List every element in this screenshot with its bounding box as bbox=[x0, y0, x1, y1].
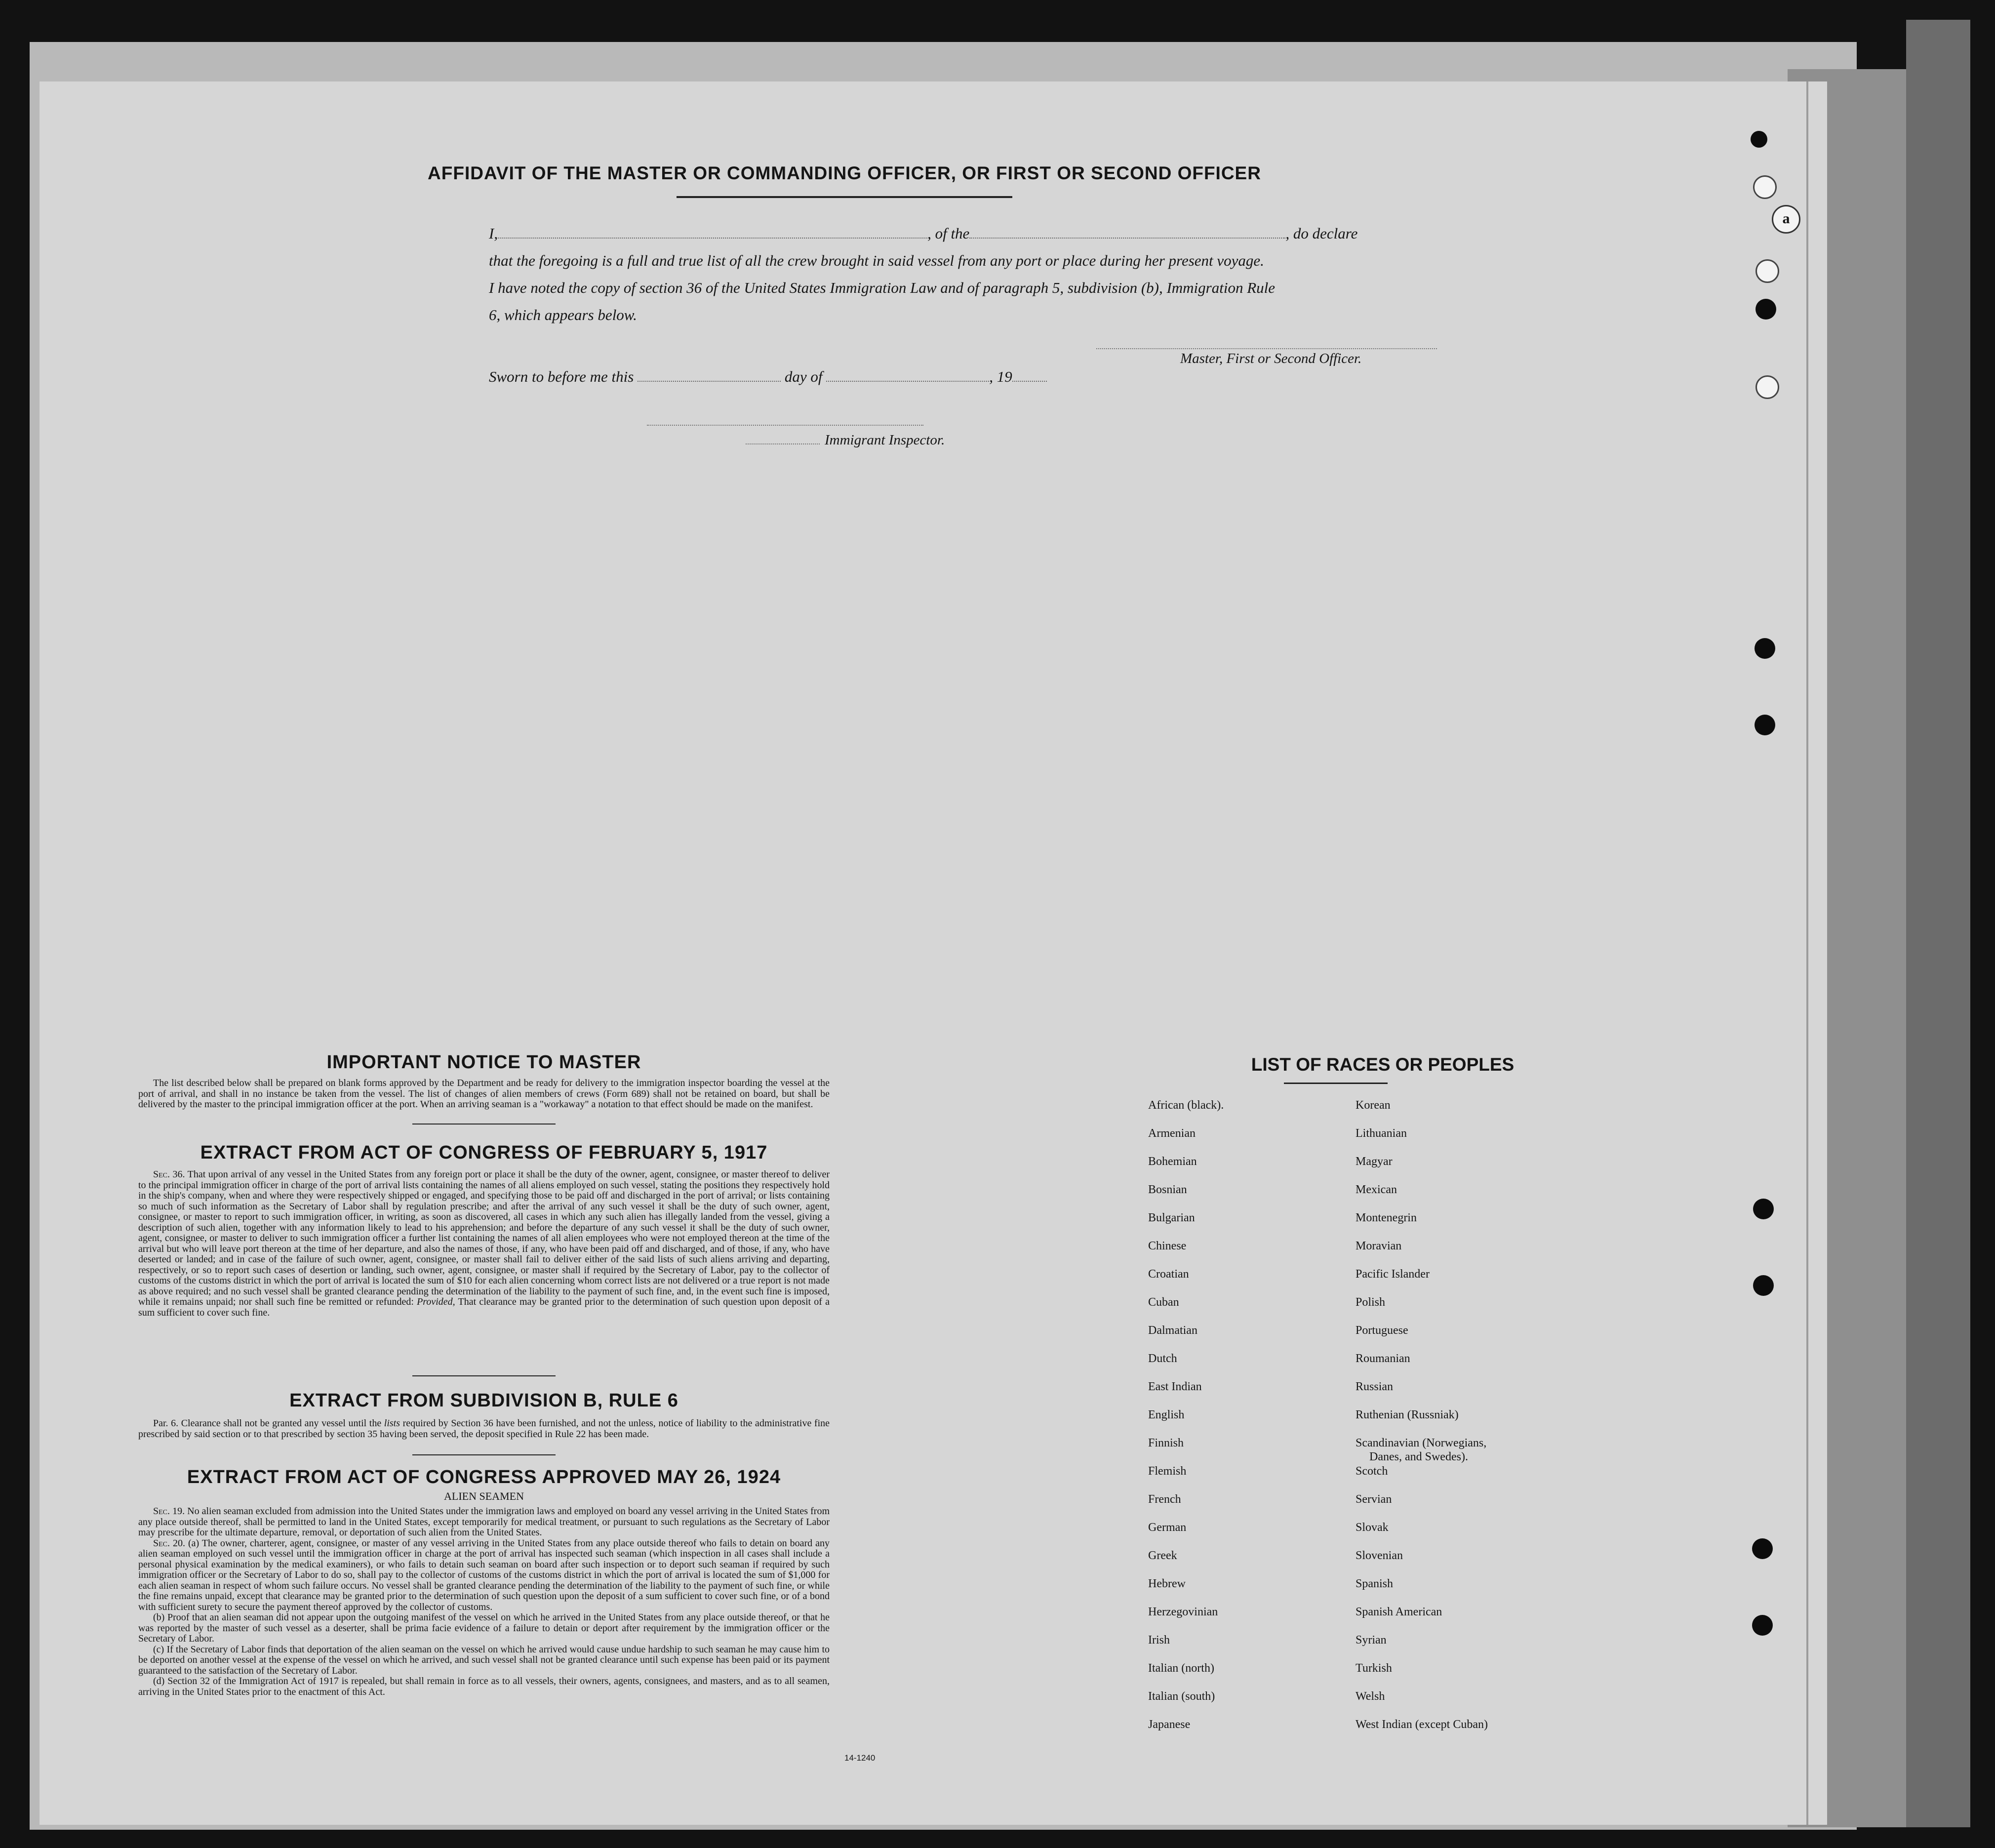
sec20b-text: (b) Proof that an alien seaman did not appear upon the outgoing manifest of the vessel on which he arrived in the United States from any place outside thereof, or that he was reported by the master of such vessel as a deserter, shall be prima facie evidence of a failure to detain or deport after requirement by the immigration officer or the Secretary of Labor. bbox=[138, 1612, 830, 1644]
affidavit-title: AFFIDAVIT OF THE MASTER OR COMMANDING OFFICER, OR FIRST OR SECOND OFFICER bbox=[428, 163, 1261, 183]
affidavit-text-line: that the foregoing is a full and true list of all the crew brought in said vessel from any port or place during her present voyage. bbox=[489, 252, 1264, 269]
affidavit-of-the: , of the bbox=[927, 225, 970, 242]
race-item: Spanish American bbox=[1356, 1606, 1442, 1618]
race-item: Japanese bbox=[1148, 1718, 1191, 1731]
sec19-text: No alien seaman excluded from admission into the United States under the immigration laws and employed on board any vessel arriving in the United States from any place outside thereof, shall be permitted to land in the United States, except temporarily for medical treatment, or pursuant to such regulations as the Secretary of Labor may prescribe for the ultimate departure, removal, or deportation of such alien from the United States. bbox=[138, 1506, 830, 1538]
race-item: Korean bbox=[1356, 1099, 1391, 1112]
race-item: Danes, and Swedes). bbox=[1369, 1450, 1468, 1463]
affidavit-text-line: I have noted the copy of section 36 of the United States Immigration Law and of paragraph 5, subdivision (b), Immigration Rule bbox=[489, 279, 1276, 296]
race-item: Finnish bbox=[1148, 1437, 1184, 1449]
race-item: Russian bbox=[1356, 1380, 1394, 1393]
race-item: Ruthenian (Russniak) bbox=[1356, 1408, 1459, 1421]
race-item: Polish bbox=[1356, 1296, 1386, 1309]
punch-hole bbox=[1753, 1275, 1774, 1296]
extract-1917-body bbox=[138, 1169, 830, 1318]
inspector-dot-lead bbox=[746, 443, 820, 444]
affidavit-declaration-line bbox=[489, 225, 1357, 242]
punch-hole bbox=[1756, 299, 1776, 320]
notice-title: IMPORTANT NOTICE TO MASTER bbox=[326, 1052, 641, 1073]
race-item: Slovak bbox=[1356, 1521, 1389, 1534]
race-item: Turkish bbox=[1356, 1662, 1392, 1675]
sec20a-text: (a) The owner, charterer, agent, consignee, or master of any vessel arriving in the United States from any place outside thereof who fails to detain on board any alien seaman employed on such vessel until the immigration officer in charge at the port of arrival has inspected such seaman (which inspection in all cases shall include a personal physical examination by the medical examiners), or who fails to detain such seaman on board after such inspection or to deport such seaman if required by such immigration officer or the Secretary of Labor to do so, shall pay to the collector of customs of the customs district in which the port of arrival is located the sum of $1,000 for each alien seaman in respect of whom such failure occurs. No vessel shall be granted clearance pending the determination of the liability to the payment of such fine, or while the fine remains unpaid, except that clearance may be granted prior to the determination of such question upon the deposit of a sum sufficient to cover such fine, or of a bond with sufficient surety to secure the payment thereof approved by the collector of customs. bbox=[138, 1537, 830, 1612]
race-item: English bbox=[1148, 1408, 1185, 1421]
race-item: German bbox=[1148, 1521, 1187, 1534]
affidavit-declare: , do declare bbox=[1285, 225, 1358, 242]
affidavit-i: I, bbox=[489, 225, 498, 242]
punch-hole bbox=[1752, 1615, 1773, 1636]
extract-1924-body bbox=[138, 1506, 830, 1697]
sworn-text: Sworn to before me this bbox=[489, 368, 634, 385]
section-text-end: That clearance may be granted prior to the determination of such question upon deposit of a sum sufficient to cover such fine. bbox=[138, 1296, 830, 1318]
punch-hole bbox=[1755, 638, 1775, 659]
race-item: Slovenian bbox=[1356, 1549, 1403, 1562]
day-of-text: day of bbox=[784, 368, 823, 385]
punch-hole bbox=[1753, 1199, 1774, 1219]
name-blank bbox=[498, 238, 927, 239]
race-item: East Indian bbox=[1148, 1380, 1202, 1393]
race-item: Italian (south) bbox=[1148, 1690, 1215, 1703]
race-item: Chinese bbox=[1148, 1240, 1187, 1252]
affidavit-text-line: 6, which appears below. bbox=[489, 306, 637, 323]
inspector-signature-line bbox=[647, 425, 923, 426]
rule6-text-end: required by Section 36 have been furnished, and not the unless, notice of liability to the administrative fine prescribed by said section or to that prescribed by section 35 having been served, the deposit specified in Rule 22 has been made. bbox=[138, 1418, 830, 1440]
sworn-line bbox=[489, 368, 1047, 386]
race-item: Welsh bbox=[1356, 1690, 1385, 1703]
race-item: Moravian bbox=[1356, 1240, 1402, 1252]
race-item: Scandinavian (Norwegians, bbox=[1356, 1437, 1487, 1449]
binder-edge bbox=[1906, 20, 1970, 1827]
race-item: Herzegovinian bbox=[1148, 1606, 1218, 1618]
year-text: , 19 bbox=[989, 368, 1012, 385]
race-item: Servian bbox=[1356, 1493, 1392, 1506]
race-item: Portuguese bbox=[1356, 1324, 1408, 1337]
month-blank bbox=[826, 381, 989, 382]
lists-word: lists bbox=[384, 1418, 400, 1429]
sec19-label: Sec. 19. bbox=[153, 1506, 185, 1517]
races-title: LIST OF RACES OR PEOPLES bbox=[1251, 1054, 1515, 1075]
divider bbox=[412, 1124, 556, 1125]
form-number: 14-1240 bbox=[844, 1753, 876, 1763]
punch-hole bbox=[1751, 131, 1767, 148]
race-item: Bosnian bbox=[1148, 1183, 1187, 1196]
divider bbox=[412, 1375, 556, 1376]
year-blank bbox=[1012, 381, 1047, 382]
section-label: Sec. 36. bbox=[153, 1169, 185, 1180]
punch-hole bbox=[1755, 715, 1775, 735]
inspector-label: Immigrant Inspector. bbox=[825, 432, 945, 448]
race-item: Lithuanian bbox=[1356, 1127, 1407, 1140]
race-item: Greek bbox=[1148, 1549, 1177, 1562]
vessel-blank bbox=[969, 238, 1285, 239]
sec20-label: Sec. 20. bbox=[153, 1537, 185, 1549]
notice-body bbox=[138, 1078, 830, 1110]
extract-rule6-title: EXTRACT FROM SUBDIVISION B, RULE 6 bbox=[289, 1390, 678, 1411]
extract-rule6-body bbox=[138, 1418, 830, 1440]
race-item: Croatian bbox=[1148, 1268, 1189, 1281]
race-item: Dutch bbox=[1148, 1352, 1177, 1365]
race-item: Flemish bbox=[1148, 1465, 1187, 1478]
race-item: Pacific Islander bbox=[1356, 1268, 1430, 1281]
race-item: French bbox=[1148, 1493, 1181, 1506]
extract-1924-title: EXTRACT FROM ACT OF CONGRESS APPROVED MAY 26, 1924 bbox=[187, 1467, 781, 1487]
title-underline bbox=[677, 196, 1012, 198]
section-text: That upon arrival of any vessel in the United States from any foreign port or place it shall be the duty of the owner, agent, consignee, or master thereof to deliver to the principal immigration officer in charge of the port of arrival lists containing the names of all aliens employed on such vessel, stating the positions they respectively hold in the ship's company, when and where they were respectively shipped or engaged, and specifying those to be paid off and discharged in the port of arrival; or lists containing so much of such information as the Secretary of Labor shall by regulation prescribe; and after the arrival of any such vessel it shall be the duty of such owner, agent, consignee, or master to report to such immigration officer, in writing, as soon as discovered, all cases in which any such alien has illegally landed from the vessel, giving a description of such alien, together with any information likely to lead to his apprehension; and before the departure of any such vessel it shall be the duty of such owner, agent, consignee, or master to deliver to such immigration officer a further list containing the names of all alien employees who were not employed thereon at the time of the arrival but who will leave port thereon at the time of her departure, and also the names of those, if any, who have been paid off and discharged, and of those, if any, who have deserted or landed; and in case of the failure of such owner, agent, consignee, or master shall fail to deliver either of the said lists of such aliens arriving and departing, respectively, or so to report such cases of desertion or landing, such owner, agent, consignee, or master shall if required by the Secretary of Labor, pay to the collector of customs of the customs district in which the port of arrival is located the sum of $10 for each alien concerning whom correct lists are not delivered or a true report is not made as above required; and no such vessel shall be granted clearance pending the determination of the liability to the payment of such fine, and, in the event such fine is imposed, while it remains unpaid; nor shall such fine be remitted or refunded: bbox=[138, 1169, 830, 1307]
race-item: Montenegrin bbox=[1356, 1211, 1417, 1224]
race-item: Bohemian bbox=[1148, 1155, 1197, 1168]
master-signature-line bbox=[1096, 348, 1437, 349]
race-item: Scotch bbox=[1356, 1465, 1388, 1478]
race-item: African (black). bbox=[1148, 1099, 1224, 1112]
punch-hole bbox=[1753, 175, 1777, 199]
sec20d-text: (d) Section 32 of the Immigration Act of 1917 is repealed, but shall remain in force as to all vessels, their owners, agents, consignees, and masters, and as to all seamen, arriving in the United States prior to the enactment of this Act. bbox=[138, 1676, 830, 1697]
race-item: Spanish bbox=[1356, 1577, 1394, 1590]
race-item: Italian (north) bbox=[1148, 1662, 1214, 1675]
master-signature-label: Master, First or Second Officer. bbox=[1180, 351, 1362, 366]
divider bbox=[412, 1454, 556, 1455]
race-item: Cuban bbox=[1148, 1296, 1179, 1309]
extract-1917-title: EXTRACT FROM ACT OF CONGRESS OF FEBRUARY 5, 1917 bbox=[200, 1142, 768, 1163]
notice-text: The list described below shall be prepared on blank forms approved by the Department and be ready for delivery to the immigration inspector boarding the vessel at the port of arrival, and shall in no instance be taken from the vessel. The list of changes of alien members of crews (Form 689) shall not be retained on board, but shall be delivered by the master to the principal immigration officer at the port. When an arriving seaman is a "workaway" a notation to that effect should be made on the manifest. bbox=[138, 1078, 830, 1110]
race-item: West Indian (except Cuban) bbox=[1356, 1718, 1488, 1731]
race-item: Magyar bbox=[1356, 1155, 1393, 1168]
sworn-day-blank bbox=[638, 381, 781, 382]
punch-hole bbox=[1756, 375, 1779, 399]
race-item: Syrian bbox=[1356, 1634, 1387, 1647]
race-item: Irish bbox=[1148, 1634, 1170, 1647]
extract-1924-subtitle: ALIEN SEAMEN bbox=[444, 1490, 524, 1502]
punch-hole bbox=[1752, 1538, 1773, 1559]
manifest-page bbox=[40, 81, 1827, 1825]
punch-hole bbox=[1756, 259, 1779, 283]
races-title-underline bbox=[1284, 1083, 1388, 1084]
race-item: Hebrew bbox=[1148, 1577, 1186, 1590]
race-item: Dalmatian bbox=[1148, 1324, 1197, 1337]
race-item: Bulgarian bbox=[1148, 1211, 1195, 1224]
race-item: Roumanian bbox=[1356, 1352, 1410, 1365]
provided-word: Provided, bbox=[417, 1296, 455, 1307]
index-tab-marker: a bbox=[1772, 205, 1800, 234]
race-item: Mexican bbox=[1356, 1183, 1397, 1196]
margin-line bbox=[1806, 81, 1808, 1825]
sec20c-text: (c) If the Secretary of Labor finds that deportation of the alien seaman on the vessel on which he arrived would cause undue hardship to such seaman he may cause him to be deported on another vessel at the expense of the vessel on which he arrived, and such vessel shall not be granted clearance until such expense has been paid or its payment guaranteed to the satisfaction of the Secretary of Labor. bbox=[138, 1644, 830, 1676]
rule6-text: Par. 6. Clearance shall not be granted any vessel until the bbox=[153, 1418, 382, 1429]
race-item: Armenian bbox=[1148, 1127, 1196, 1140]
